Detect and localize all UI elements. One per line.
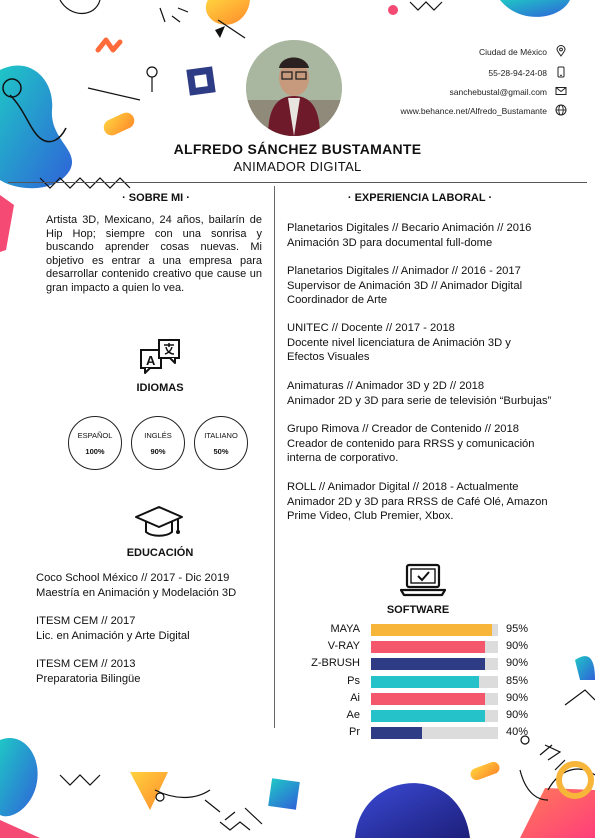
experience-line: Animación 3D para documental full-dome	[287, 236, 493, 249]
education-line: Lic. en Animación y Arte Digital	[36, 629, 190, 642]
header-divider	[8, 182, 587, 183]
about-text: Artista 3D, Mexicano, 24 años, bailarín de Hip Hop; siempre con una sonrisa y buscando aprender cosas nuevas. Mi objetivo es entrar a una empresa para desarrollar contenido creativo que cause un gran impacto a quien lo vea.	[46, 214, 262, 294]
education-line: ITESM CEM // 2013	[36, 658, 136, 670]
software-percent: 95%	[506, 623, 529, 635]
software-bar-fill	[371, 676, 479, 688]
column-divider	[274, 186, 275, 728]
education-heading: EDUCACIÓN	[126, 547, 194, 559]
svg-text:A: A	[146, 353, 156, 368]
contact-city: Ciudad de México	[478, 47, 547, 57]
language-name: ESPAÑOL	[77, 431, 113, 440]
software-bar-fill	[371, 710, 485, 722]
software-percent: 90%	[506, 657, 529, 669]
experience-line: Animador 2D y 3D para RRSS de Café Olé, Amazon	[287, 495, 548, 508]
experience-line: Animaturas // Animador 3D y 2D // 2018	[287, 380, 485, 392]
education-line: Maestría en Animación y Modelación 3D	[36, 586, 237, 599]
software-name: Pr	[349, 726, 360, 738]
translate-icon	[139, 338, 183, 374]
education-line: Coco School México // 2017 - Dic 2019	[36, 572, 230, 584]
about-heading: · SOBRE MI ·	[122, 192, 190, 204]
language-circle-italian	[194, 416, 248, 470]
experience-line: ROLL // Animador Digital // 2018 - Actualmente	[287, 481, 519, 493]
software-bar-track	[371, 727, 498, 739]
deco-m-shape	[98, 40, 120, 50]
software-percent: 40%	[506, 726, 529, 738]
deco-pill	[101, 110, 137, 138]
experience-entry	[287, 321, 587, 365]
language-name: INGLÉS	[144, 431, 172, 440]
profile-photo	[246, 40, 342, 136]
software-name: MAYA	[330, 623, 360, 635]
deco-cone	[130, 772, 168, 810]
experience-line: Coordinador de Arte	[287, 294, 388, 306]
experience-line: Prime Video, Club Premier, Xbox.	[287, 510, 454, 522]
location-pin-icon	[555, 45, 567, 57]
contact-email[interactable]: sanchebustal@gmail.com	[449, 87, 547, 97]
experience-line: UNITEC // Docente // 2017 - 2018	[287, 322, 455, 334]
experience-line: Planetarios Digitales // Animador // 2016 - 2017	[287, 265, 521, 277]
software-name: Ps	[347, 675, 360, 687]
experience-entry	[287, 264, 587, 308]
software-bar-fill	[371, 658, 485, 670]
experience-entry	[287, 480, 587, 524]
experience-entry	[287, 221, 587, 250]
education-entry	[36, 614, 272, 643]
email-icon	[555, 85, 567, 97]
experience-line: Supervisor de Animación 3D // Animador Digital	[287, 279, 523, 292]
deco-bl-teal	[0, 738, 38, 816]
language-level: 100%	[85, 447, 105, 456]
software-bar-track	[371, 676, 498, 688]
experience-line: Docente nivel licenciatura de Animación 3D y	[287, 336, 511, 349]
software-name: Ae	[346, 709, 360, 721]
language-circle-spanish	[68, 416, 122, 470]
education-entry	[36, 571, 272, 600]
software-bar-track	[371, 658, 498, 670]
education-line: Preparatoria Bilingüe	[36, 672, 141, 685]
software-bar-track	[371, 624, 498, 636]
software-name: Ai	[350, 692, 360, 704]
software-name: Z-BRUSH	[311, 657, 360, 669]
software-bar-fill	[371, 727, 422, 739]
graduation-cap-icon	[134, 505, 184, 539]
software-bar-fill	[371, 624, 492, 636]
experience-entry	[287, 379, 587, 408]
software-bar-fill	[371, 641, 485, 653]
experience-line: Grupo Rimova // Creador de Contenido // 2018	[287, 423, 519, 435]
language-level: 90%	[150, 447, 166, 456]
deco-br-half-circle	[355, 783, 470, 838]
language-circle-english	[131, 416, 185, 470]
software-bar-track	[371, 693, 498, 705]
laptop-icon	[400, 562, 446, 598]
deco-teal-square	[268, 778, 300, 810]
software-percent: 90%	[506, 692, 529, 704]
contact-website[interactable]: www.behance.net/Alfredo_Bustamante	[400, 106, 547, 116]
software-bar-fill	[371, 693, 485, 705]
software-bar-track	[371, 641, 498, 653]
language-name: ITALIANO	[204, 431, 238, 440]
experience-line: Planetarios Digitales // Becario Animación // 2016	[287, 222, 532, 234]
experience-line: Efectos Visuales	[287, 351, 370, 363]
software-bar-track	[371, 710, 498, 722]
software-percent: 90%	[506, 640, 529, 652]
deco-dot-pink	[388, 5, 398, 15]
candidate-name: ALFREDO SÁNCHEZ BUSTAMANTE	[173, 141, 422, 157]
contact-phone: 55-28-94-24-08	[488, 68, 547, 78]
deco-blob-pink	[0, 195, 14, 252]
software-percent: 90%	[506, 709, 529, 721]
education-line: ITESM CEM // 2017	[36, 615, 136, 627]
software-name: V-RAY	[327, 640, 360, 652]
software-percent: 85%	[506, 675, 529, 687]
experience-heading: · EXPERIENCIA LABORAL ·	[347, 192, 493, 204]
globe-icon	[555, 104, 567, 116]
experience-line: Creador de contenido para RRSS y comunicación	[287, 437, 535, 450]
deco-br-teal-blob	[575, 656, 595, 680]
experience-entry	[287, 422, 587, 466]
software-heading: SOFTWARE	[386, 604, 450, 616]
phone-icon	[555, 66, 567, 78]
deco-orange-blob	[206, 0, 250, 25]
experience-line: interna de corporativo.	[287, 452, 399, 464]
education-entry	[36, 657, 272, 686]
experience-line: Animador 2D y 3D para serie de televisión “Burbujas”	[287, 394, 552, 407]
languages-heading: IDIOMAS	[136, 382, 184, 394]
candidate-role: ANIMADOR DIGITAL	[233, 159, 362, 174]
language-level: 50%	[213, 447, 229, 456]
